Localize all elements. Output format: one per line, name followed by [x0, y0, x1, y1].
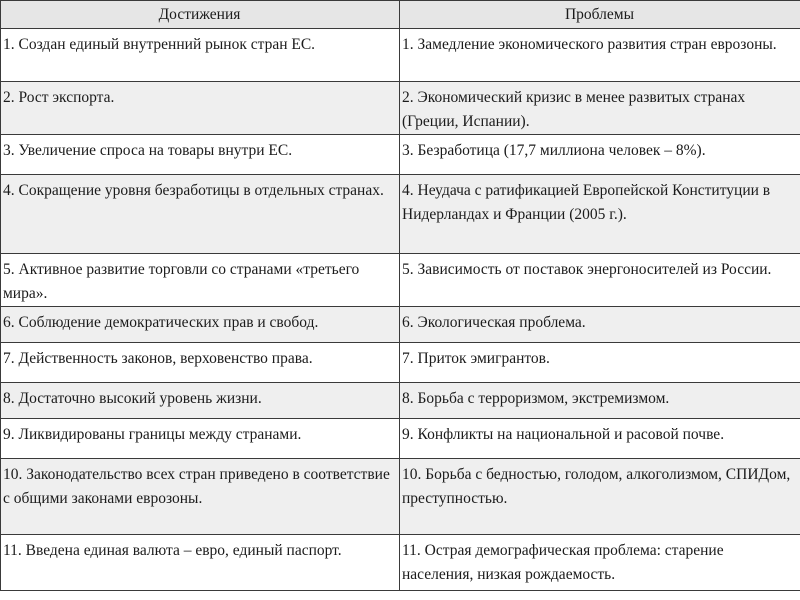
achievement-cell: 1. Создан единый внутренний рынок стран ЕС. [1, 29, 400, 82]
header-problems: Проблемы [400, 1, 800, 29]
problem-cell: 9. Конфликты на национальной и расовой почве. [400, 419, 800, 459]
table-row [1, 535, 800, 591]
problem-cell: 1. Замедление экономического развития стран еврозоны. [400, 29, 800, 82]
table-row [1, 135, 800, 175]
problem-cell: 2. Экономический кризис в менее развитых странах (Греции, Испании). [400, 82, 800, 135]
table-row [1, 175, 800, 254]
achievement-cell: 3. Увеличение спроса на товары внутри ЕС. [1, 135, 400, 175]
problem-cell: 3. Безработица (17,7 миллиона человек – 8%). [400, 135, 800, 175]
table-row [1, 254, 800, 307]
achievement-cell: 4. Сокращение уровня безработицы в отдельных странах. [1, 175, 400, 254]
table-row [1, 29, 800, 82]
table-row [1, 82, 800, 135]
header-row [1, 1, 800, 29]
problem-cell: 11. Острая демографическая проблема: старение населения, низкая рождаемость. [400, 535, 800, 591]
achievement-cell: 9. Ликвидированы границы между странами. [1, 419, 400, 459]
problem-cell: 4. Неудача с ратификацией Европейской Конституции в Нидерландах и Франции (2005 г.). [400, 175, 800, 254]
table-row [1, 383, 800, 419]
achievement-cell: 11. Введена единая валюта – евро, единый паспорт. [1, 535, 400, 591]
problem-cell: 5. Зависимость от поставок энергоносителей из России. [400, 254, 800, 307]
problem-cell: 7. Приток эмигрантов. [400, 343, 800, 383]
achievement-cell: 6. Соблюдение демократических прав и свобод. [1, 307, 400, 343]
table-row [1, 459, 800, 535]
achievement-cell: 8. Достаточно высокий уровень жизни. [1, 383, 400, 419]
achievement-cell: 2. Рост экспорта. [1, 82, 400, 135]
problem-cell: 8. Борьба с терроризмом, экстремизмом. [400, 383, 800, 419]
problem-cell: 6. Экологическая проблема. [400, 307, 800, 343]
problem-cell: 10. Борьба с бедностью, голодом, алкоголизмом, СПИДом, преступностью. [400, 459, 800, 535]
table-row [1, 307, 800, 343]
table-row [1, 419, 800, 459]
header-achievements: Достижения [1, 1, 400, 29]
table-row [1, 343, 800, 383]
achievement-cell: 10. Законодательство всех стран приведено в соответствие с общими законами еврозоны. [1, 459, 400, 535]
achievement-cell: 5. Активное развитие торговли со странами «третьего мира». [1, 254, 400, 307]
achievement-cell: 7. Действенность законов, верховенство права. [1, 343, 400, 383]
